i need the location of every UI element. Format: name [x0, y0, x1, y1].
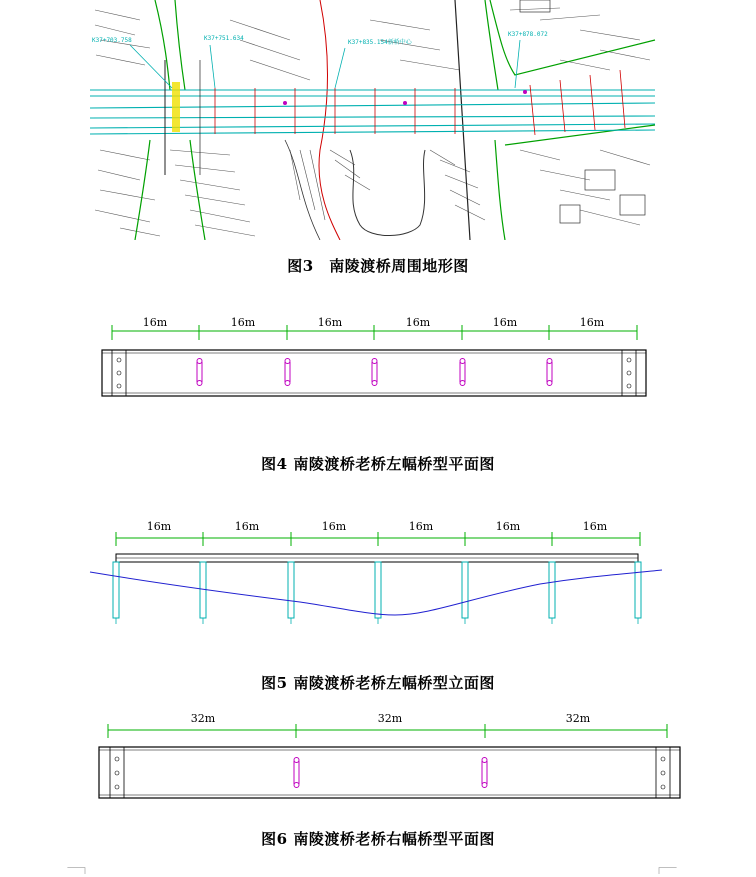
figure-6-caption: 图6 南陵渡桥老桥右幅桥型平面图 — [261, 830, 495, 848]
map-label: K37+751.634 — [204, 35, 244, 42]
topographic-map — [0, 0, 756, 240]
span-label: 16m — [408, 520, 434, 533]
span-label: 32m — [565, 712, 591, 725]
span-label: 16m — [495, 520, 521, 533]
bridge-plan-left — [0, 312, 756, 407]
page-corner-mark-left — [66, 866, 88, 874]
figure-5-elevation-view — [0, 514, 756, 626]
span-label: 32m — [377, 712, 403, 725]
page-corner-mark-right — [656, 866, 678, 874]
figure-3-topographic-map — [0, 0, 756, 240]
map-label: K37+878.072 — [508, 31, 548, 38]
map-label: K37+703.758 — [92, 37, 132, 44]
span-label: 16m — [582, 520, 608, 533]
span-label: 32m — [190, 712, 216, 725]
figure-4-plan-view — [0, 312, 756, 407]
span-label: 16m — [579, 316, 605, 329]
map-label: K37+835.154新桥中心 — [348, 39, 412, 46]
span-label: 16m — [146, 520, 172, 533]
figure-3-caption: 图3 南陵渡桥周围地形图 — [287, 257, 469, 275]
figure-5-caption: 图5 南陵渡桥老桥左幅桥型立面图 — [261, 674, 495, 692]
figure-6-plan-view — [0, 708, 756, 804]
span-label: 16m — [321, 520, 347, 533]
span-label: 16m — [317, 316, 343, 329]
bridge-plan-right — [0, 708, 756, 804]
figure-4-caption: 图4 南陵渡桥老桥左幅桥型平面图 — [261, 455, 495, 473]
span-label: 16m — [492, 316, 518, 329]
span-label: 16m — [142, 316, 168, 329]
bridge-elevation-left — [0, 514, 756, 626]
span-label: 16m — [230, 316, 256, 329]
span-label: 16m — [234, 520, 260, 533]
span-label: 16m — [405, 316, 431, 329]
